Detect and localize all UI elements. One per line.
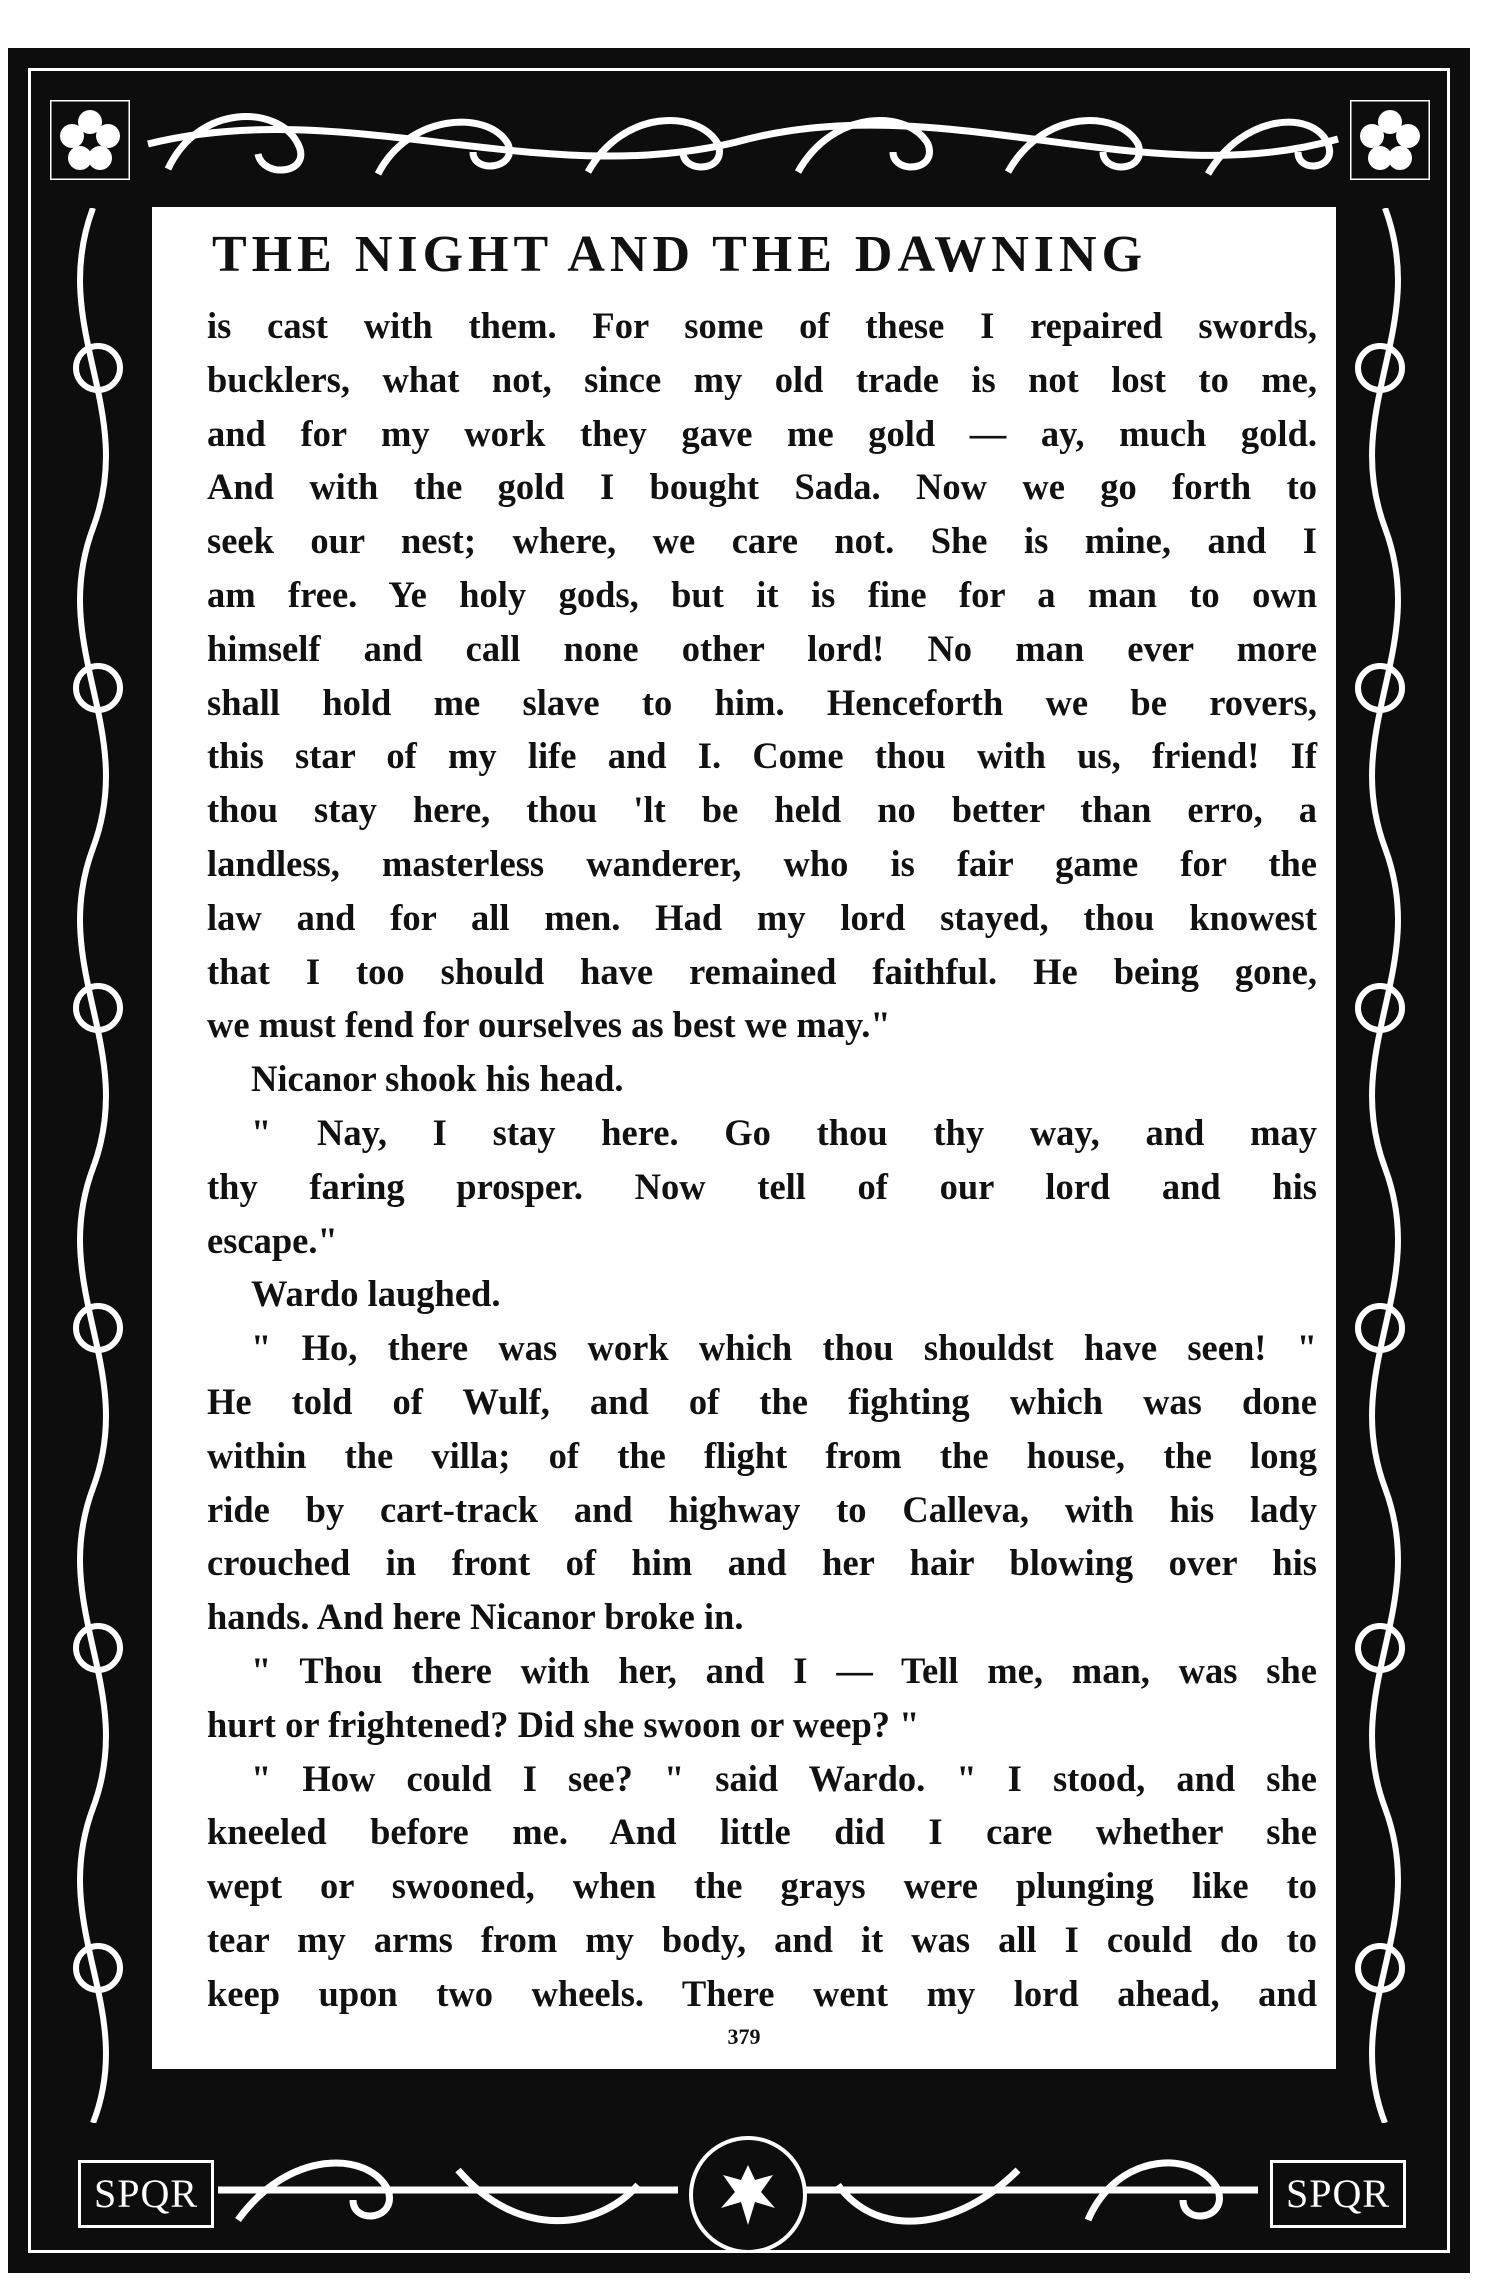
text-line: landless, masterless wanderer, who is fair game for the [207,842,1317,884]
page-number: 379 [727,2024,761,2049]
text-line: and for my work they gave me gold — ay, much gold. [207,412,1317,454]
text-line: " How could I see? " said Wardo. " I stood, and she [251,1757,1317,1799]
text-line: He told of Wulf, and of the fighting which was done [207,1380,1317,1422]
text-line: ride by cart-track and highway to Calleva, with his lady [207,1488,1317,1530]
text-line: crouched in front of him and her hair blowing over his [207,1542,1317,1584]
text-line: we must fend for ourselves as best we may." [207,1004,891,1046]
text-line: " Ho, there was work which thou shouldst have seen! " [251,1327,1317,1369]
text-line: is cast with them. For some of these I repaired swords, [207,305,1317,346]
flower-corner-icon [50,100,130,180]
flower-corner-icon [1350,100,1430,180]
text-line: " Nay, I stay here. Go thou thy way, and may [251,1111,1317,1153]
body-text [207,299,1317,2021]
text-line: kneeled before me. And little did I care whether she [207,1811,1317,1853]
right-scroll-ornament [1330,208,1440,2123]
bottom-ornament [38,2130,1440,2250]
text-line: escape." [207,1219,338,1261]
text-line: " Thou there with her, and I — Tell me, man, was she [251,1649,1317,1691]
text-line: tear my arms from my body, and it was all I could do to [207,1918,1317,1960]
text-line: bucklers, what not, since my old trade is not lost to me, [207,358,1317,400]
text-line: shall hold me slave to him. Henceforth we be rovers, [207,681,1317,723]
text-line: hands. And here Nicanor broke in. [207,1596,744,1638]
text-line: wept or swooned, when the grays were plunging like to [207,1865,1317,1907]
page-text-panel [148,203,1340,2073]
spqr-plaque-left: SPQR [78,2160,214,2228]
top-scroll-ornament [48,84,1430,199]
text-line: Nicanor shook his head. [251,1058,624,1100]
text-line: keep upon two wheels. There went my lord ahead, and [207,1972,1317,2014]
text-line: seek our nest; where, we care not. She is mine, and I [207,520,1317,562]
text-line: within the villa; of the flight from the house, the long [207,1434,1317,1476]
text-line: And with the gold I bought Sada. Now we go forth to [207,466,1317,508]
text-line: hurt or frightened? Did she swoon or weep? " [207,1703,920,1745]
eagle-medallion-icon [689,2136,807,2250]
left-scroll-ornament [38,208,148,2123]
running-head: THE NIGHT AND THE DAWNING [212,226,1148,283]
text-line: thou stay here, thou 'lt be held no better than erro, a [207,789,1317,831]
text-line: himself and call none other lord! No man ever more [207,627,1317,669]
text-line: Wardo laughed. [251,1273,501,1315]
text-line: thy faring prosper. Now tell of our lord and his [207,1165,1317,1207]
text-line: this star of my life and I. Come thou with us, friend! If [207,735,1317,777]
text-line: law and for all men. Had my lord stayed, thou knowest [207,896,1317,938]
text-line: that I too should have remained faithful. He being gone, [207,950,1317,992]
spqr-plaque-right: SPQR [1270,2160,1406,2228]
text-line: am free. Ye holy gods, but it is fine for a man to own [207,573,1317,615]
